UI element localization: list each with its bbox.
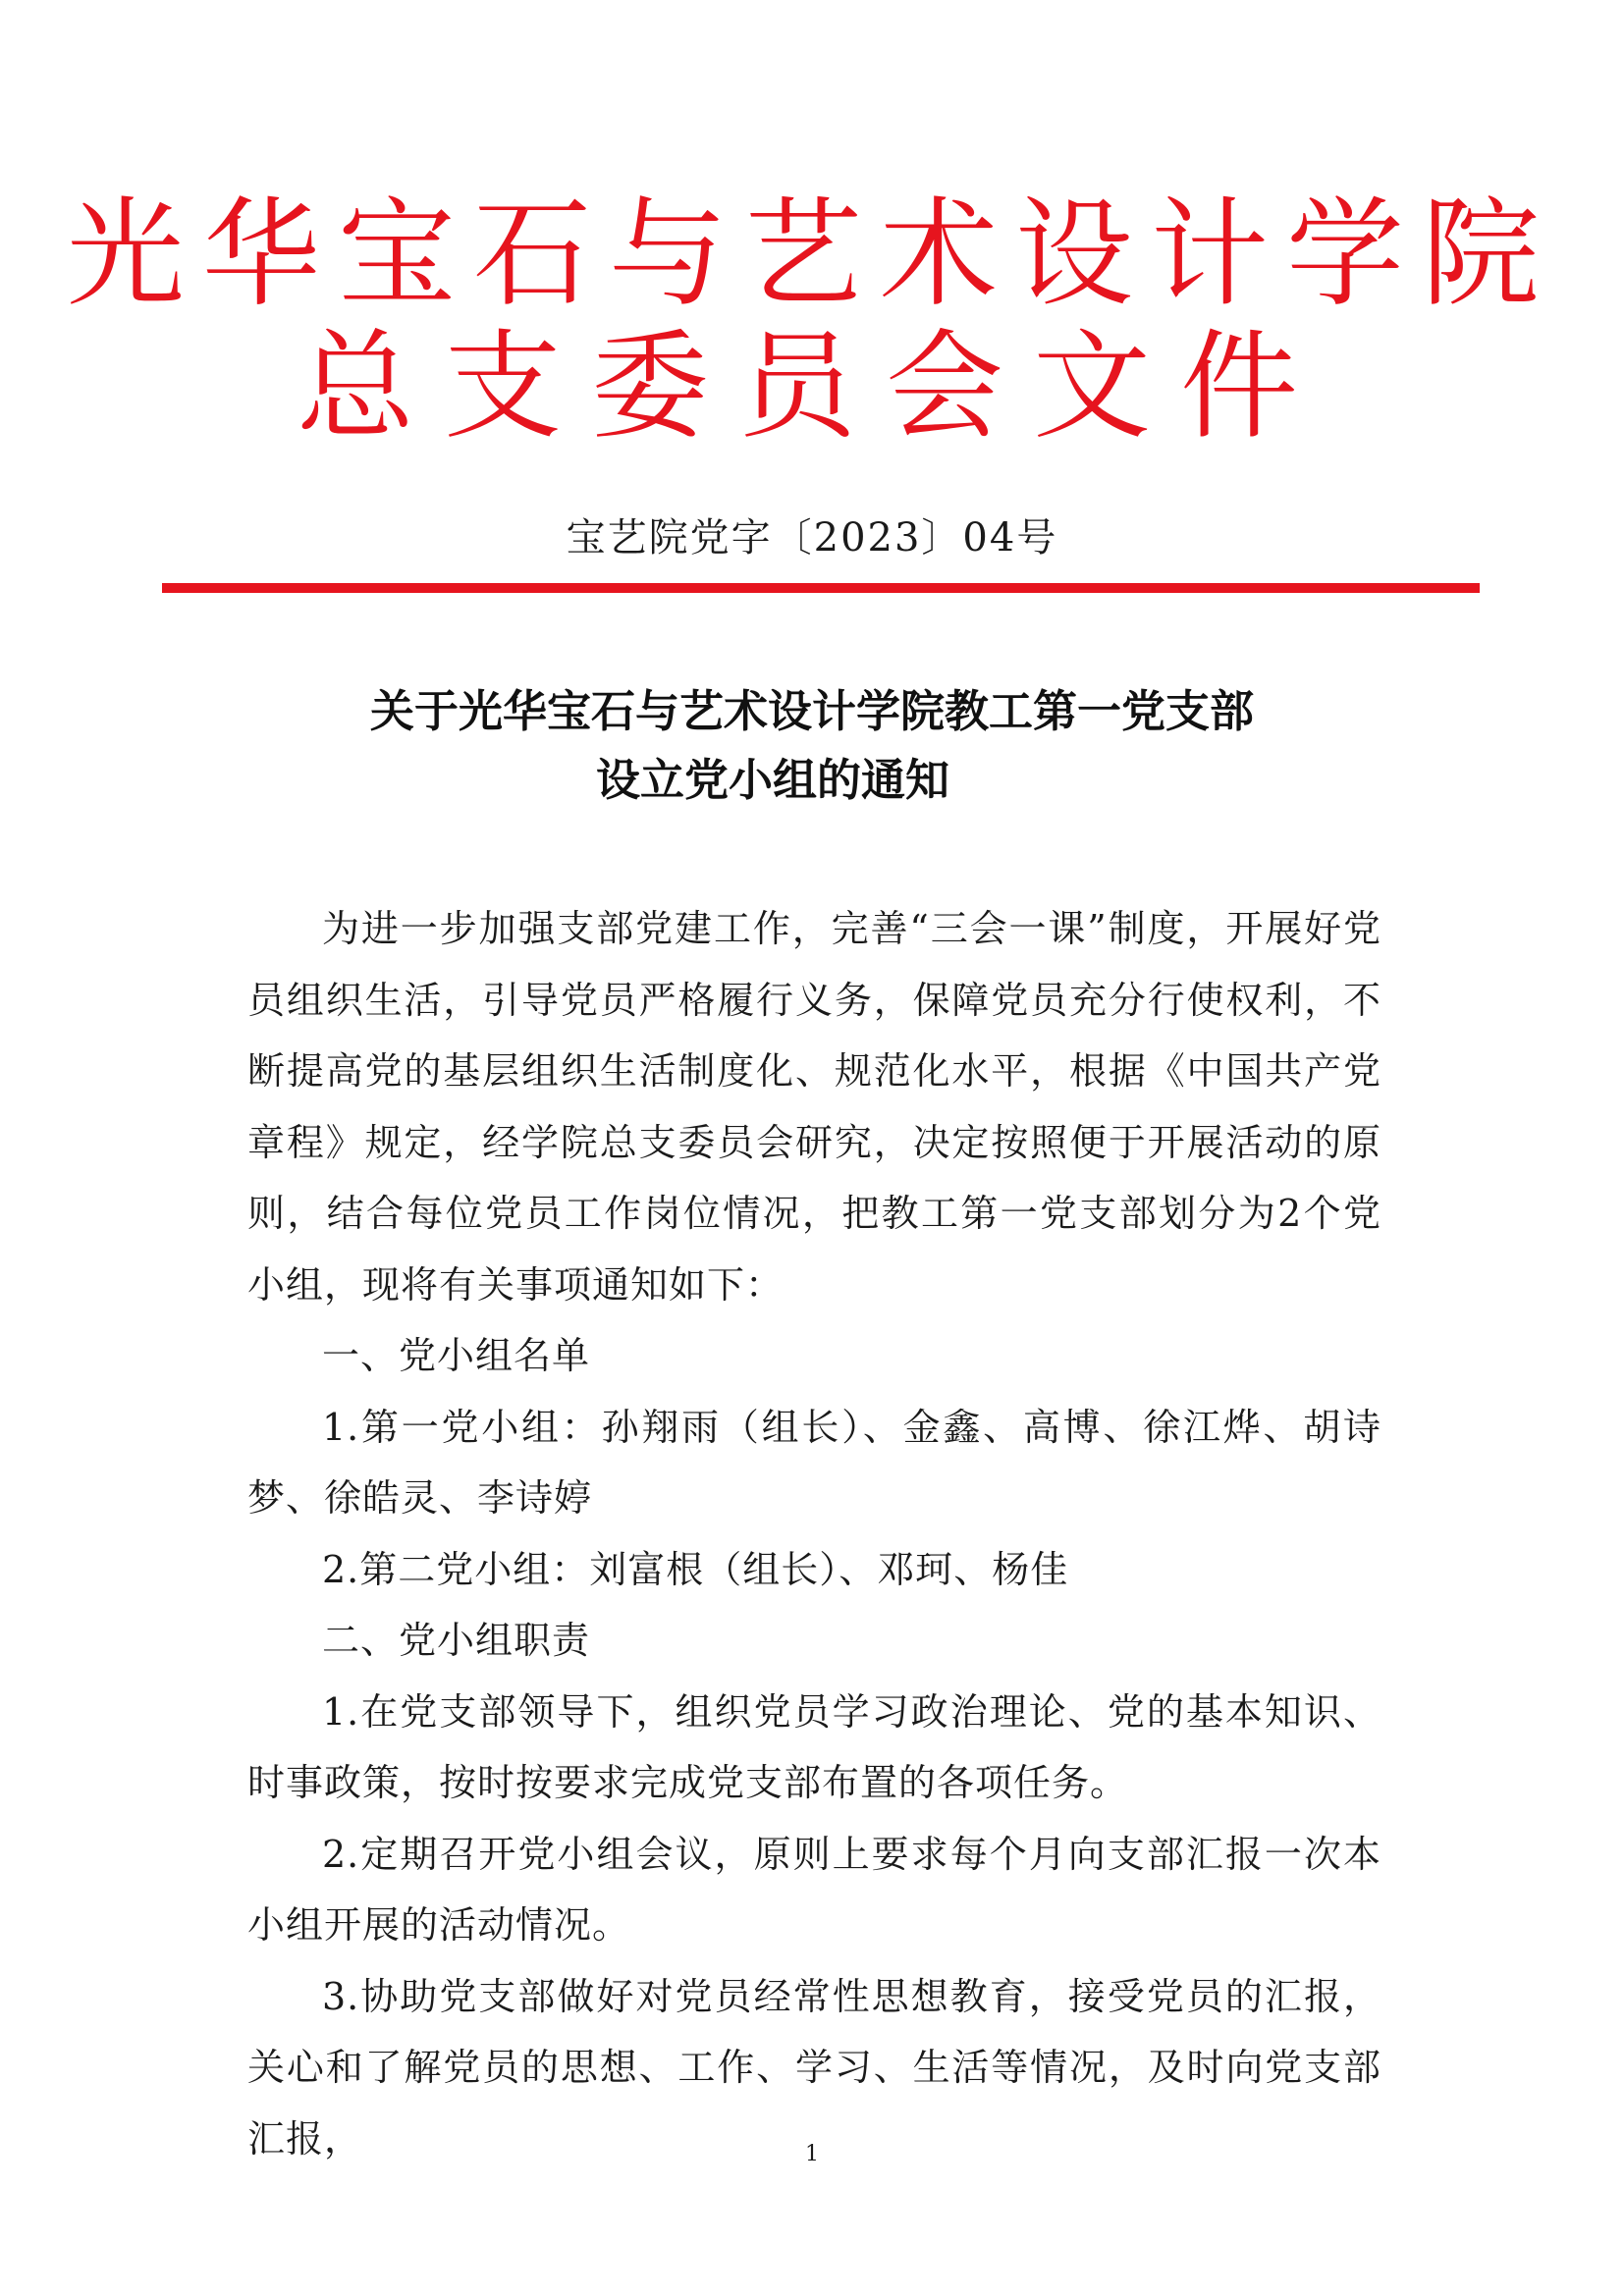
red-divider-line	[162, 583, 1480, 593]
document-number: 宝艺院党字〔2023〕04号	[566, 515, 1058, 561]
list-item-duty1: 1.在党支部领导下，组织党员学习政治理论、党的基本知识、时事政策，按时按要求完成党支部布置的各项任务。	[247, 1689, 1381, 1804]
body-paragraph: 为进一步加强支部党建工作，完善“三会一课”制度，开展好党员组织生活，引导党员严格履行义务，保障党员充分行使权利，不断提高党的基层组织生活制度化、规范化水平，根据《中国共产党章程》规定，经学院总支委员会研究，决定按照便于开展活动的原则，结合每位党员工作岗位情况，把教工第一党支部划分为2个党小组，现将有关事项通知如下：	[247, 907, 1381, 1307]
section-heading-roster: 一、党小组名单	[322, 1334, 591, 1377]
list-item-group2: 2.第二党小组：刘富根（组长）、邓珂、杨佳	[322, 1547, 1069, 1591]
document-header-line2: 总支委员会文件	[297, 319, 1327, 455]
notice-title-line2: 设立党小组的通知	[595, 754, 949, 806]
document-header-line1: 光华宝石与艺术设计学院	[67, 187, 1557, 323]
section-heading-duties: 二、党小组职责	[322, 1619, 591, 1662]
page-number: 1	[805, 2142, 819, 2166]
list-item-group1: 1.第一党小组：孙翔雨（组长）、金鑫、高博、徐江烨、胡诗梦、徐皓灵、李诗婷	[247, 1405, 1381, 1520]
notice-title-line1: 关于光华宝石与艺术设计学院教工第一党支部	[369, 685, 1254, 737]
list-item-duty2: 2.定期召开党小组会议，原则上要求每个月向支部汇报一次本小组开展的活动情况。	[247, 1832, 1381, 1947]
list-item-duty3: 3.协助党支部做好对党员经常性思想教育，接受党员的汇报，关心和了解党员的思想、工作、学习、生活等情况，及时向党支部汇报，	[247, 1974, 1381, 2161]
notice-body	[247, 893, 1381, 2174]
